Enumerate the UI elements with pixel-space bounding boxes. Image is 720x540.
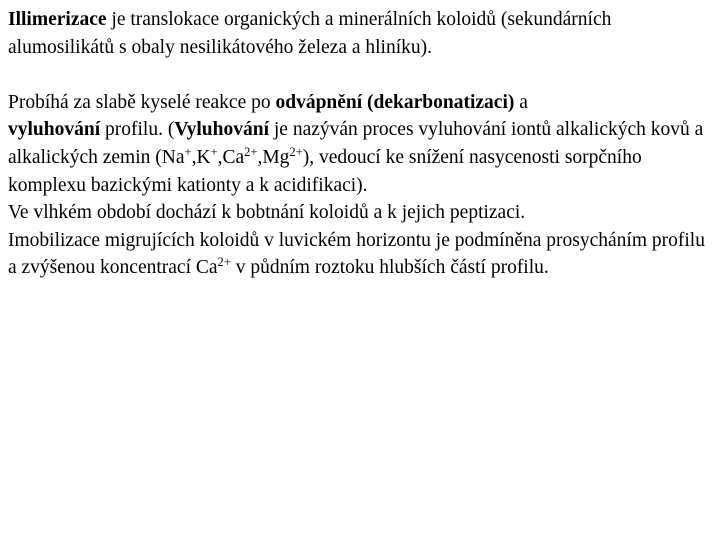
process-text-7: ,Mg	[257, 146, 290, 168]
term-vyluhovani: vyluhování	[8, 119, 101, 141]
paragraph-process	[8, 89, 712, 199]
superscript-ca-2: 2+	[217, 255, 231, 270]
term-vyluhovani-definition: Vyluhování	[174, 119, 269, 141]
process-text-3: profilu. (	[100, 119, 175, 141]
paragraph-spacer	[8, 61, 712, 89]
immobilization-text-2: v půdním roztoku hlubších částí profilu.	[230, 257, 549, 279]
superscript-na: +	[184, 144, 192, 159]
superscript-mg: 2+	[289, 144, 303, 159]
superscript-ca: 2+	[244, 144, 258, 159]
paragraph-illimerizace	[8, 6, 712, 61]
paragraph-swelling	[8, 199, 712, 227]
swelling-text: Ve vlhkém období dochází k bobtnání koloidů a k jejich peptizaci.	[8, 202, 526, 224]
paragraph-immobilization	[8, 227, 712, 282]
text-block	[8, 6, 712, 282]
process-text-5: ,K	[191, 146, 211, 168]
process-text-1: Probíhá za slabě kyselé reakce po	[8, 91, 276, 113]
process-text-8: ), vedoucí ke snížení nasycenosti sorpčního komplexu bazickými kationty a k acidifikaci).	[8, 146, 642, 196]
term-odvapneni: odvápnění (dekarbonatizaci)	[275, 91, 515, 113]
immobilization-text-1: Imobilizace migrujících koloidů v luvickém horizontu je podmíněna prosycháním profilu a zvýšenou koncentrací Ca	[8, 229, 705, 279]
process-text-4: je nazýván proces vyluhování iontů alkalických kovů a alkalických zemin (Na	[8, 119, 704, 168]
definition-text: je translokace organických a minerálních koloidů (sekundárních alumosilikátů s obaly nesilikátového železa a hliníku).	[8, 9, 612, 58]
term-illimerizace: Illimerizace	[8, 9, 107, 30]
process-text-6: ,Ca	[217, 146, 245, 168]
superscript-k: +	[210, 144, 218, 159]
process-text-2: a	[514, 91, 528, 113]
